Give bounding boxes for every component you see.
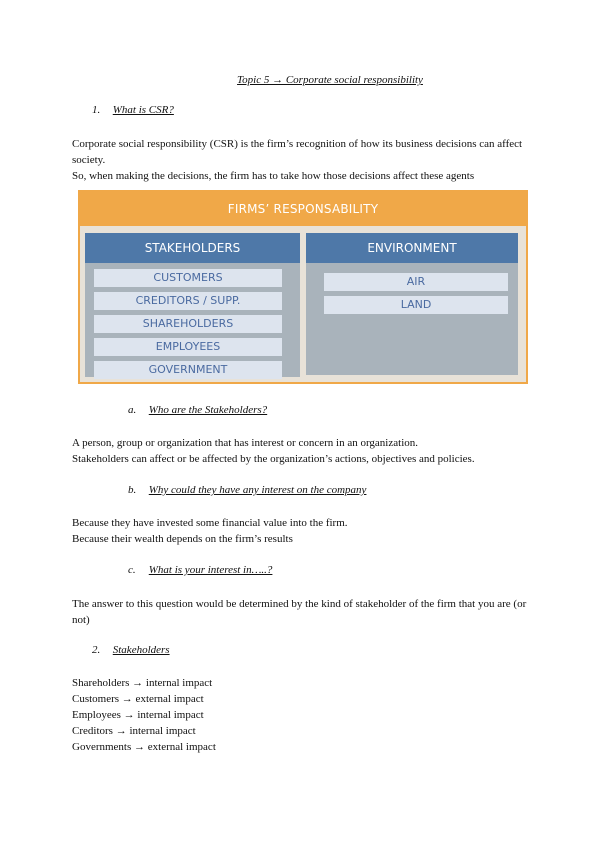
paragraph-stakeholder-affect: Stakeholders can affect or be affected by the organization’s actions, objectives and policies. (72, 453, 475, 465)
environment-header: ENVIRONMENT (306, 233, 518, 263)
stakeholders-header: STAKEHOLDERS (85, 233, 300, 263)
paragraph-stakeholder-definition: A person, group or organization that has interest or concern in an organization. (72, 437, 418, 449)
subsection-number: a. (128, 404, 137, 416)
stakeholder-item: CREDITORS / SUPP. (94, 292, 282, 310)
stakeholder-item: SHAREHOLDERS (94, 315, 282, 333)
subsection-label: Why could they have any interest on the company (148, 484, 367, 496)
subsection-label: Who are the Stakeholders? (148, 404, 268, 416)
subsection-heading-why-interest (128, 484, 366, 496)
page-title: Topic 5 → Corporate social responsibility (237, 74, 423, 86)
stakeholder-impact-line: Customers → external impact (72, 693, 204, 705)
firms-responsibility-diagram (78, 190, 528, 384)
environment-item: LAND (324, 296, 508, 314)
section-heading-what-is-csr (92, 104, 174, 116)
stakeholder-item: CUSTOMERS (94, 269, 282, 287)
paragraph-csr-agents: So, when making the decisions, the firm has to take how those decisions affect these agents (72, 170, 475, 182)
stakeholder-item: GOVERNMENT (94, 361, 282, 379)
section-label: What is CSR? (112, 104, 174, 116)
stakeholder-item: EMPLOYEES (94, 338, 282, 356)
section-number: 2. (92, 644, 101, 656)
environment-item: AIR (324, 273, 508, 291)
stakeholders-column (85, 233, 300, 377)
subsection-number: b. (128, 484, 137, 496)
paragraph-interest-wealth: Because their wealth depends on the firm’s results (72, 533, 293, 545)
subsection-heading-your-interest (128, 564, 272, 576)
stakeholder-impact-line: Employees → internal impact (72, 709, 204, 721)
paragraph-csr-definition: Corporate social responsibility (CSR) is the firm’s recognition of how its business decisions can affect society. (72, 138, 523, 166)
section-label: Stakeholders (112, 644, 170, 656)
paragraph-interest-investment: Because they have invested some financial value into the firm. (72, 517, 348, 529)
stakeholder-impact-line: Shareholders → internal impact (72, 677, 213, 689)
paragraph-your-interest-answer: The answer to this question would be determined by the kind of stakeholder of the firm that you are (or not) (72, 598, 527, 626)
subsection-number: c. (128, 564, 136, 576)
stakeholder-impact-line: Creditors → internal impact (72, 725, 196, 737)
subsection-label: What is your interest in…..? (148, 564, 273, 576)
stakeholder-impact-line: Governments → external impact (72, 741, 216, 753)
section-number: 1. (92, 104, 101, 116)
environment-column (306, 233, 518, 375)
section-heading-stakeholders (92, 644, 170, 656)
diagram-header: FIRMS’ RESPONSABILITY (80, 192, 526, 226)
subsection-heading-who-are-stakeholders (128, 404, 267, 416)
